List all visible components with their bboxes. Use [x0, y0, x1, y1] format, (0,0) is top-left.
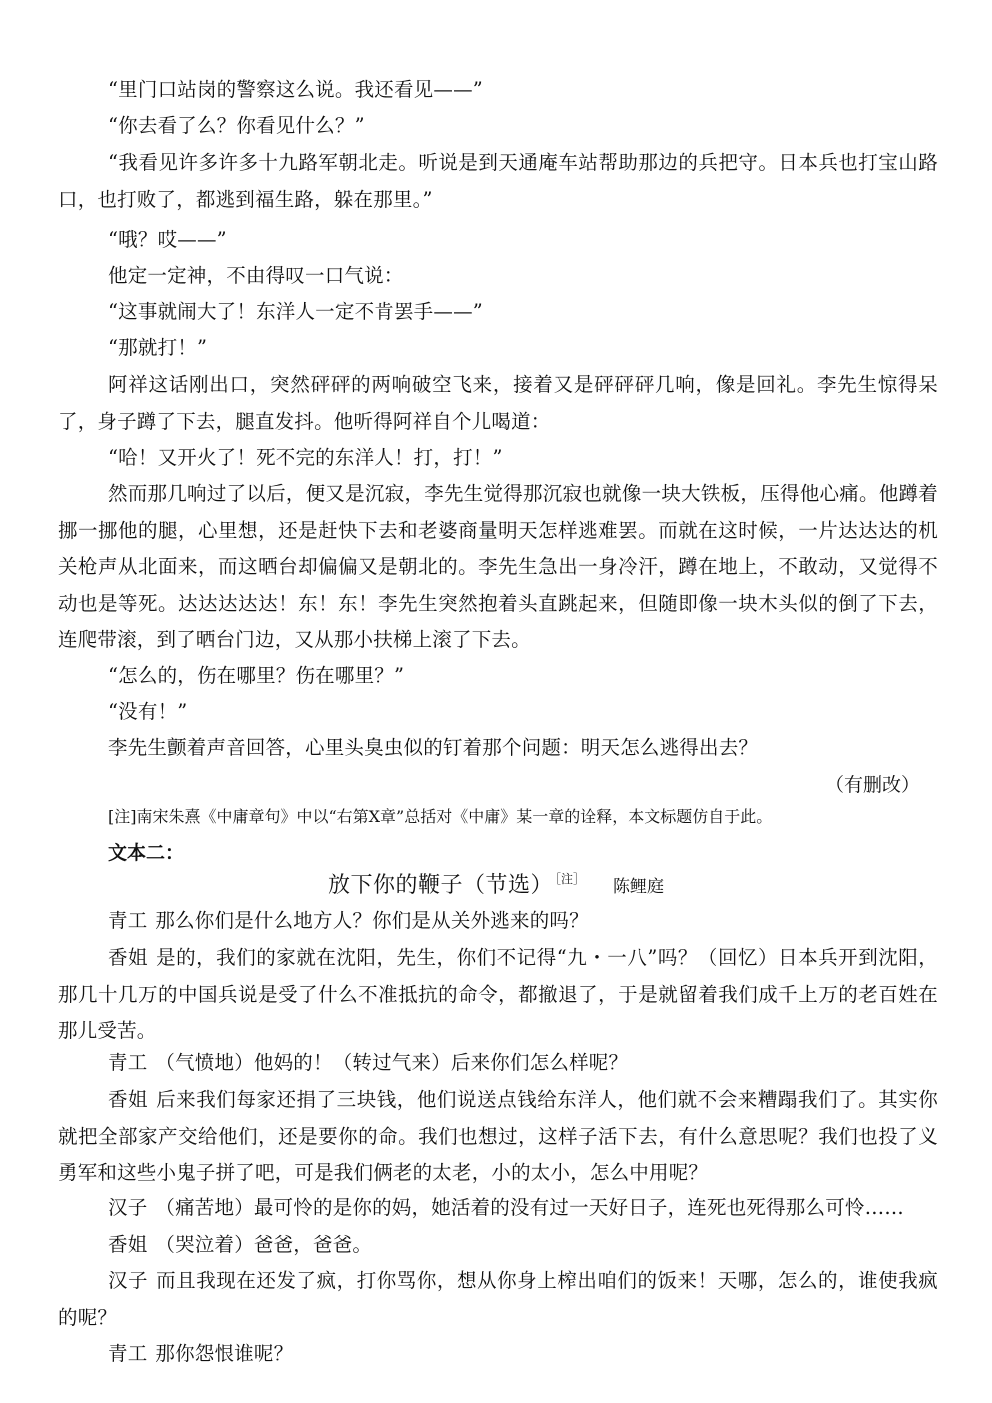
- edited-note: （有删改）: [824, 774, 920, 796]
- line-text: 那你怨恨谁呢？: [155, 1342, 294, 1365]
- speaker: 青工: [108, 1342, 148, 1365]
- speaker: 青工: [108, 1051, 148, 1074]
- paragraph: “哦？哎——”: [108, 228, 227, 251]
- paragraph: “哈！又开火了！死不完的东洋人！打，打！”: [108, 446, 503, 469]
- author: 陈鲤庭: [613, 877, 665, 897]
- paragraph: 他定一定神，不由得叹一口气说：: [108, 264, 404, 287]
- paragraph: “你去看了么？你看见什么？”: [108, 114, 365, 137]
- play-title: 放下你的鞭子（节选）: [327, 873, 553, 898]
- line-text: （痛苦地）最可怜的是你的妈，她活着的没有过一天好日子，连死也死得那么可怜……: [155, 1196, 905, 1219]
- dialogue-line: [58, 1336, 938, 1373]
- paragraph: “里门口站岗的警察这么说。我还看见——”: [108, 78, 483, 101]
- title-note-marker: ［注］: [555, 872, 586, 886]
- dialogue-line: [58, 940, 938, 1050]
- speaker: 青工: [108, 909, 148, 932]
- section-label: 文本二：: [108, 842, 185, 864]
- paragraph: 李先生颤着声音回答，心里头臭虫似的钉着那个问题：明天怎么逃得出去？: [108, 736, 759, 759]
- line-text: 而且我现在还发了疯，打你骂你，想从你身上榨出咱们的饭来！天哪，怎么的，谁使我疯的呢？: [58, 1269, 938, 1329]
- speaker: 香姐: [108, 1233, 148, 1256]
- paragraph: 阿祥这话刚出口，突然砰砰的两响破空飞来，接着又是砰砰砰几响，像是回礼。李先生惊得呆了，身子蹲了下去，腿直发抖。他听得阿祥自个儿喝道：: [58, 373, 938, 433]
- line-text: 后来我们每家还捐了三块钱，他们说送点钱给东洋人，他们就不会来糟蹋我们了。其实你就把全部家产交给他们，还是要你的命。我们也想过，这样子活下去，有什么意思呢？我们也投了义勇军和这些小鬼子拼了吧，可是我们俩老的太老，小的太小，怎么中用呢？: [58, 1088, 938, 1184]
- dialogue-line: [58, 903, 938, 940]
- paragraph: 然而那几响过了以后，便又是沉寂，李先生觉得那沉寂也就像一块大铁板，压得他心痛。他蹲着挪一挪他的腿，心里想，还是赶快下去和老婆商量明天怎样逃难罢。而就在这时候，一片达达达的机关枪声从北面来，而这晒台却偏偏又是朝北的。李先生急出一身冷汗，蹲在地上，不敢动，又觉得不动也是等死。达达达达达！东！东！李先生突然抱着头直跳起来，但随即像一块木头似的倒了下去，连爬带滚，到了晒台门边，又从那小扶梯上滚了下去。: [58, 482, 938, 651]
- speaker: 汉子: [108, 1196, 148, 1219]
- line-text: 那么你们是什么地方人？你们是从关外逃来的吗？: [155, 909, 589, 932]
- paragraph: “没有！”: [108, 700, 188, 723]
- line-text: 是的，我们的家就在沈阳，先生，你们不记得“九・一八”吗？（回忆）日本兵开到沈阳，那几十几万的中国兵说是受了什么不准抵抗的命令，都撤退了，于是就留着我们成千上万的老百姓在那儿受苦。: [58, 946, 938, 1042]
- footnote: [注]南宋朱熹《中庸章句》中以“右第X章”总括对《中庸》某一章的诠释，本文标题仿自于此。: [108, 807, 773, 826]
- dialogue-line: [58, 1045, 938, 1082]
- dialogue-line: [58, 1190, 938, 1227]
- dialogue-line: [58, 1263, 938, 1336]
- paragraph: “这事就闹大了！东洋人一定不肯罢手——”: [108, 300, 483, 323]
- paragraph: “那就打！”: [108, 336, 208, 359]
- title-line: [0, 866, 992, 908]
- paragraph: “怎么的，伤在哪里？伤在哪里？”: [108, 664, 405, 687]
- dialogue-line: [58, 1227, 938, 1264]
- line-text: （气愤地）他妈的！（转过气来）后来你们怎么样呢？: [155, 1051, 629, 1074]
- paragraph: “我看见许多许多十九路军朝北走。听说是到天通庵车站帮助那边的兵把守。日本兵也打宝山路口，也打败了，都逃到福生路，躲在那里。”: [58, 151, 938, 211]
- speaker: 汉子: [108, 1269, 149, 1292]
- speaker: 香姐: [108, 1088, 149, 1111]
- speaker: 香姐: [108, 946, 149, 969]
- line-text: （哭泣着）爸爸，爸爸。: [155, 1233, 373, 1256]
- dialogue-line: [58, 1082, 938, 1192]
